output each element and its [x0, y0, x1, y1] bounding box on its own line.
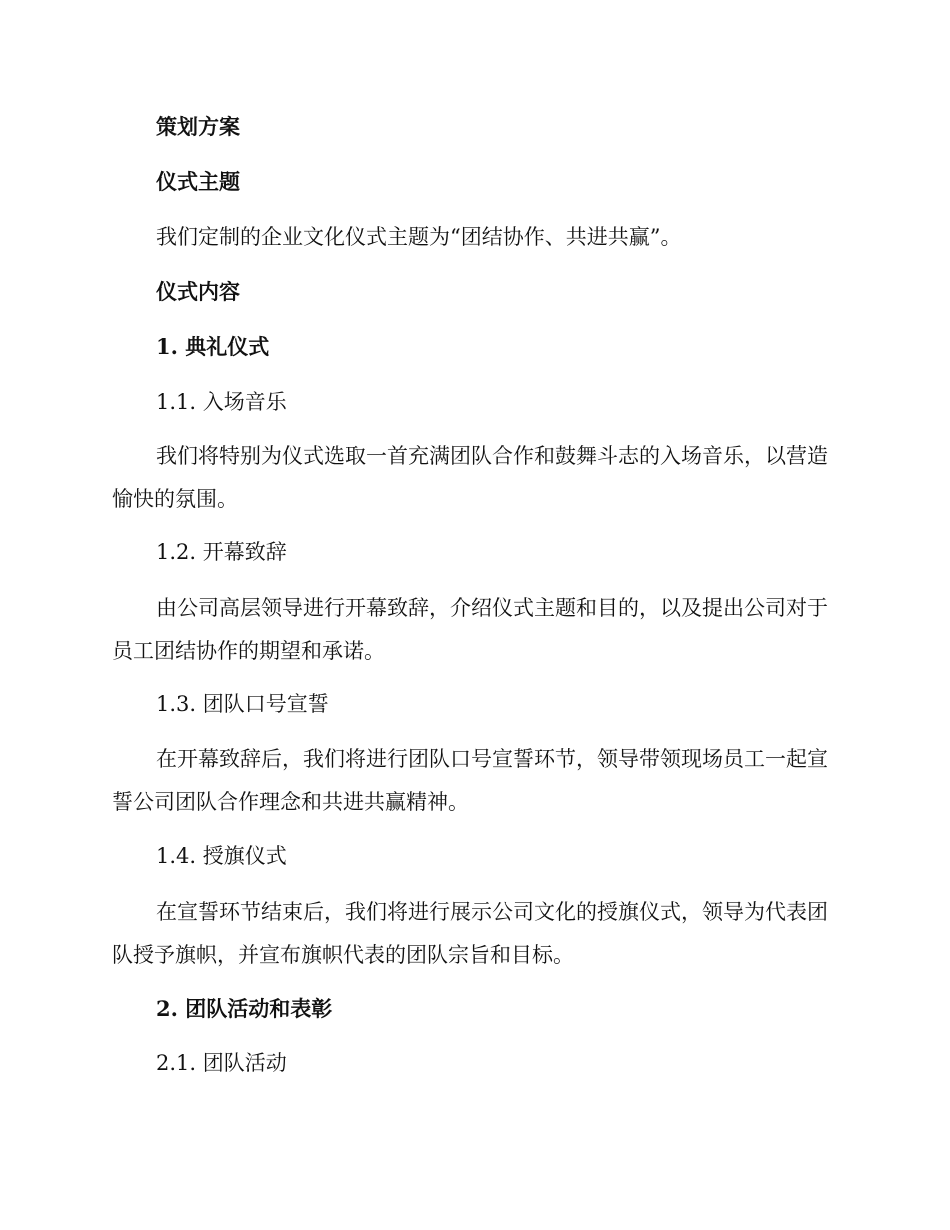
s1-4-paragraph: 在宣誓环节结束后，我们将进行展示公司文化的授旗仪式，领导为代表团队授予旗帜，并宣布旗帜代表的团队宗旨和目标。	[112, 900, 828, 967]
s1-3-paragraph: 在开幕致辞后，我们将进行团队口号宣誓环节，领导带领现场员工一起宣誓公司团队合作理念和共进共赢精神。	[112, 747, 828, 814]
s1-2-heading: 1.2. 开幕致辞	[156, 540, 287, 564]
s1-3-heading: 1.3. 团队口号宣誓	[156, 692, 329, 716]
section2-heading: 2. 团队活动和表彰	[156, 996, 333, 1021]
s1-1-paragraph: 我们将特别为仪式选取一首充满团队合作和鼓舞斗志的入场音乐，以营造愉快的氛围。	[112, 444, 828, 511]
theme-paragraph: 我们定制的企业文化仪式主题为“团结协作、共进共赢”。	[156, 225, 682, 249]
s1-2-paragraph: 由公司高层领导进行开幕致辞，介绍仪式主题和目的，以及提出公司对于员工团结协作的期望和承诺。	[112, 596, 828, 663]
s1-4-heading: 1.4. 授旗仪式	[156, 844, 287, 868]
s1-1-heading: 1.1. 入场音乐	[156, 390, 287, 414]
plan-title: 策划方案	[156, 114, 240, 139]
theme-heading: 仪式主题	[156, 169, 240, 194]
s2-1-heading: 2.1. 团队活动	[156, 1051, 287, 1075]
section1-heading: 1. 典礼仪式	[156, 334, 270, 359]
content-heading: 仪式内容	[156, 279, 240, 304]
